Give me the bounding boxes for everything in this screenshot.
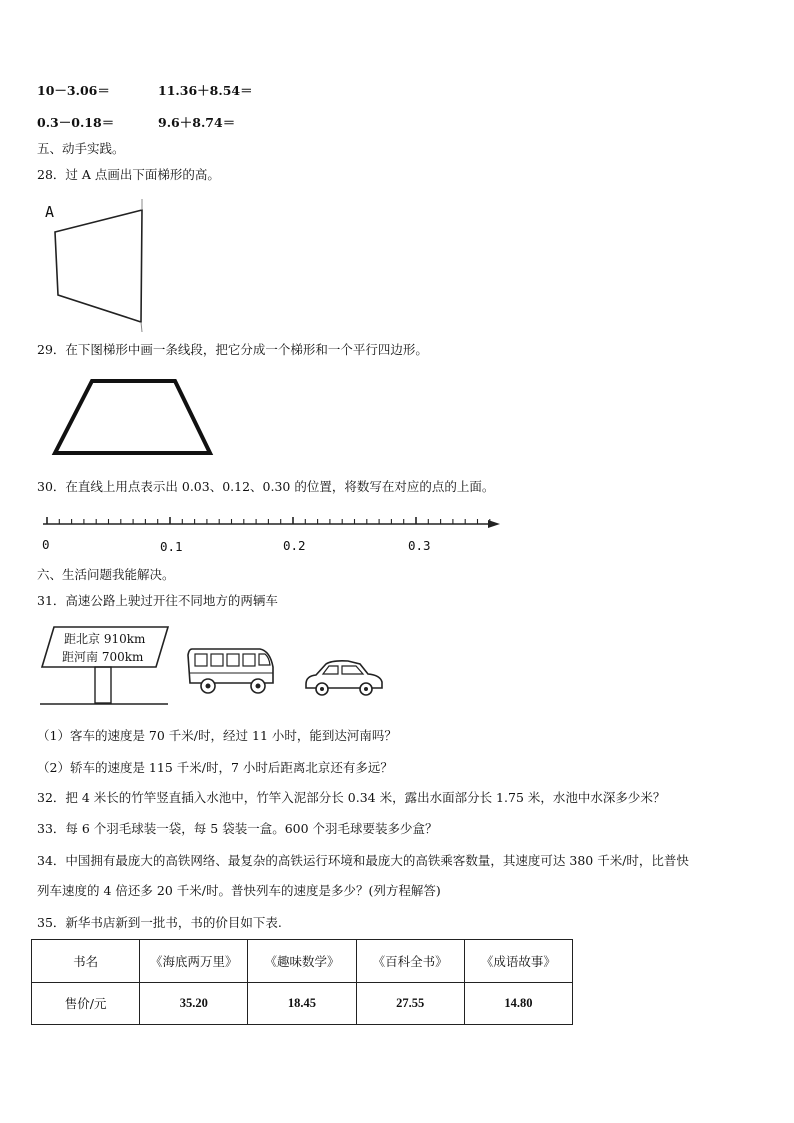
question-34-line-1: 34．中国拥有最庞大的高铁网络、最复杂的高铁运行环境和最庞大的高铁乘客数量，其速度可达 380 千米/时，比普快: [37, 853, 689, 868]
arrow-right-icon: [488, 520, 500, 528]
table-cell: 27.55: [356, 982, 464, 1025]
point-a-label: A: [45, 203, 55, 221]
table-header-cell: 《百科全书》: [356, 940, 464, 983]
question-32: 32．把 4 米长的竹竿竖直插入水池中，竹竿入泥部分长 0.34 米，露出水面部分长 1.75 米，水池中水深多少米？: [37, 790, 666, 805]
question-29: 29．在下图梯形中画一条线段，把它分成一个梯形和一个平行四边形。: [37, 342, 428, 357]
table-cell: 售价/元: [32, 982, 140, 1025]
question-28: 28．过 A 点画出下面梯形的高。: [37, 167, 220, 182]
table-cell: 18.45: [248, 982, 356, 1025]
section-five-heading: 五、动手实践。: [37, 141, 125, 156]
table-header-cell: 《成语故事》: [464, 940, 572, 983]
tick-label-0-3: 0.3: [408, 538, 431, 553]
tick-label-0-1: 0.1: [160, 539, 183, 554]
question-31-part-1: （1）客车的速度是 70 千米/时，经过 11 小时，能到达河南吗？: [37, 728, 397, 743]
table-header-cell: 书名: [32, 940, 140, 983]
section-six-heading: 六、生活问题我能解决。: [37, 567, 175, 582]
sign-line-henan: 距河南 700km: [62, 650, 144, 664]
tick-label-0-2: 0.2: [283, 538, 306, 553]
car-icon: [302, 658, 386, 700]
table-row: [32, 982, 573, 1025]
calc-1: 10－3.06＝: [37, 83, 110, 98]
tick-label-0: 0: [42, 537, 50, 552]
q29-trapezoid-figure: [50, 378, 215, 458]
question-31-part-2: （2）轿车的速度是 115 千米/时，7 小时后距离北京还有多远？: [37, 760, 393, 775]
table-header-cell: 《海底两万里》: [140, 940, 248, 983]
calc-3: 0.3－0.18＝: [37, 115, 115, 130]
table-row: [32, 940, 573, 983]
calc-2: 11.36＋8.54＝: [158, 83, 253, 98]
number-line: [40, 514, 510, 544]
question-35: 35．新华书店新到一批书，书的价目如下表.: [37, 915, 282, 930]
question-31: 31．高速公路上驶过开往不同地方的两辆车: [37, 593, 278, 608]
question-33: 33．每 6 个羽毛球装一袋，每 5 袋装一盒。600 个羽毛球要装多少盒？: [37, 821, 438, 836]
question-34-line-2: 列车速度的 4 倍还多 20 千米/时。普快列车的速度是多少？(列方程解答): [37, 883, 441, 898]
table-cell: 14.80: [464, 982, 572, 1025]
calc-4: 9.6＋8.74＝: [158, 115, 236, 130]
table-cell: 35.20: [140, 982, 248, 1025]
bus-icon: [186, 645, 276, 697]
sign-line-beijing: 距北京 910km: [64, 632, 146, 646]
question-30: 30．在直线上用点表示出 0.03、0.12、0.30 的位置，将数写在对应的点的上面。: [37, 479, 495, 494]
table-header-cell: 《趣味数学》: [248, 940, 356, 983]
book-price-table: [31, 939, 573, 1025]
